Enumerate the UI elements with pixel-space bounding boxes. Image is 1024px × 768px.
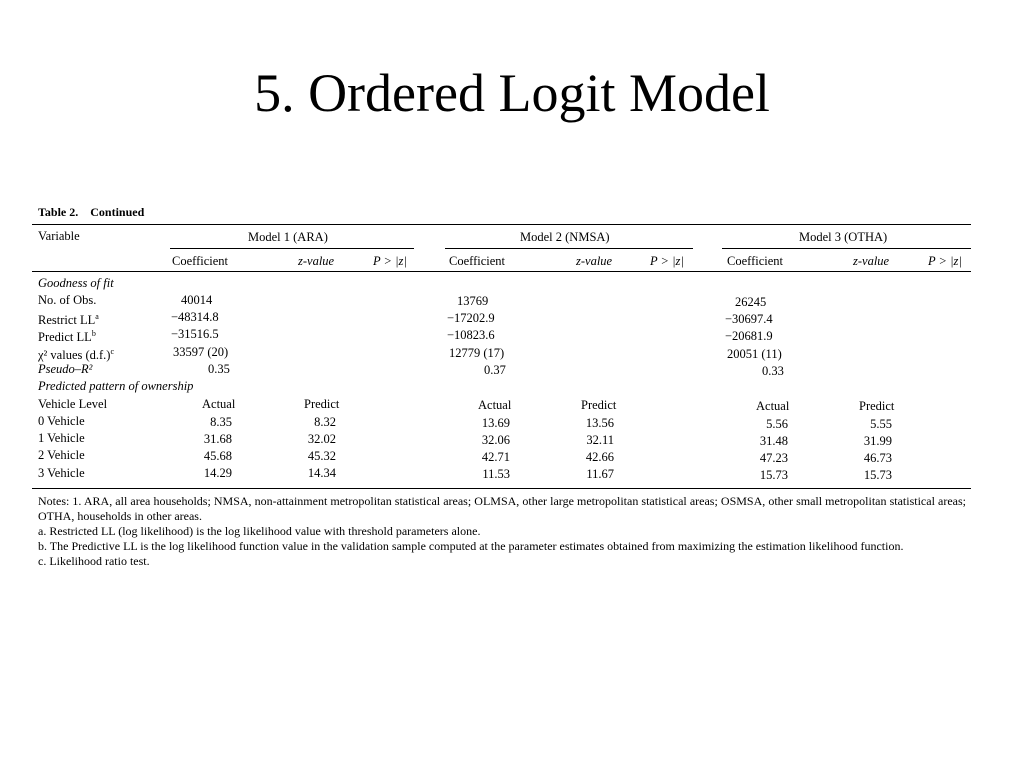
m1-actual-0-vehicle: 8.35 — [210, 415, 232, 429]
m3-zvalue-header: z-value — [853, 254, 890, 268]
m2-actual-3-vehicle: 11.53 — [482, 467, 510, 481]
m1-predict-header: Predict — [304, 397, 340, 411]
m3-predict-2-vehicle: 46.73 — [863, 451, 892, 465]
m2-predict-2-vehicle: 42.66 — [585, 450, 614, 464]
m2-predict-1-vehicle: 32.11 — [586, 433, 614, 447]
m2-predict-3-vehicle: 11.67 — [586, 467, 614, 481]
m2-no-of-obs: 13769 — [457, 294, 489, 308]
m1-actual-header: Actual — [202, 397, 236, 411]
m2-actual-header: Actual — [478, 398, 512, 412]
m1-restrict-ll: −48314.8 — [171, 310, 219, 324]
row-label-restrict-ll: Restrict $LL^a$ — [38, 312, 99, 328]
variable-header: Variable — [38, 229, 80, 243]
m3-actual-header: Actual — [756, 399, 790, 413]
m3-predict-ll: −20681.9 — [725, 329, 773, 343]
row-label-2-vehicle: 2 Vehicle — [38, 448, 85, 462]
m3-actual-3-vehicle: 15.73 — [759, 468, 788, 482]
m1-pvalue-header: P > |z| — [373, 254, 407, 268]
m2-coefficient-header: Coefficient — [449, 254, 505, 268]
m3-pseudo-r2: 0.33 — [762, 364, 784, 378]
m1-zvalue-header: z-value — [298, 254, 335, 268]
model-2-rule — [445, 248, 693, 249]
m1-actual-3-vehicle: 14.29 — [203, 466, 232, 480]
m3-chi-square: 20051 (11) — [727, 347, 782, 361]
model-1-rule — [170, 248, 414, 249]
m1-actual-2-vehicle: 45.68 — [203, 449, 232, 463]
table-caption-text: Continued — [90, 205, 145, 219]
m1-actual-1-vehicle: 31.68 — [203, 432, 232, 446]
m2-pseudo-r2: 0.37 — [484, 363, 506, 377]
m1-chi-square: 33597 (20) — [173, 345, 229, 359]
model-2-header: Model 2 (NMSA) — [520, 230, 610, 244]
m2-restrict-ll: −17202.9 — [447, 311, 495, 325]
slide-title: 5. Ordered Logit Model — [254, 63, 770, 123]
table-caption-label: Table 2. — [38, 205, 79, 219]
row-label-chi-square: χ² values $(d.f.)^c$ — [38, 347, 115, 363]
m2-predict-header: Predict — [581, 398, 617, 412]
m3-predict-header: Predict — [859, 399, 895, 413]
section-goodness-of-fit: Goodness of fit — [38, 276, 114, 290]
m1-predict-1-vehicle: 32.02 — [307, 432, 336, 446]
m3-coefficient-header: Coefficient — [727, 254, 783, 268]
m2-actual-1-vehicle: 32.06 — [481, 433, 510, 447]
m1-pseudo-r2: 0.35 — [208, 362, 230, 376]
m2-actual-0-vehicle: 13.69 — [481, 416, 510, 430]
row-label-pseudo-r2: Pseudo–R² — [38, 362, 93, 376]
m3-no-of-obs: 26245 — [735, 295, 767, 309]
m3-predict-0-vehicle: 5.55 — [870, 417, 892, 431]
m1-predict-2-vehicle: 45.32 — [307, 449, 336, 463]
row-label-vehicle-level: Vehicle Level — [38, 397, 108, 411]
note-b: b. The Predictive LL is the log likelihood function value in the validation sample computed at the parameter estimates obtained from maximizing the estimation likelihood function. — [38, 539, 904, 553]
m1-predict-0-vehicle: 8.32 — [314, 415, 336, 429]
m3-restrict-ll: −30697.4 — [725, 312, 773, 326]
row-label-no-of-obs: No. of Obs. — [38, 293, 97, 307]
row-label-1-vehicle: 1 Vehicle — [38, 431, 85, 445]
m2-predict-0-vehicle: 13.56 — [585, 416, 614, 430]
table-bottom-rule — [32, 488, 971, 489]
note-c: c. Likelihood ratio test. — [38, 554, 150, 568]
row-label-predict-ll: Predict $LL^b$ — [38, 329, 96, 345]
m3-predict-1-vehicle: 31.99 — [863, 434, 892, 448]
m3-pvalue-header: P > |z| — [928, 254, 962, 268]
section-predicted-pattern: Predicted pattern of ownership — [38, 379, 194, 393]
note-1: Notes: 1. ARA, all area households; NMSA, non-attainment metropolitan statistical areas; OLMSA, other large metropolitan statistical areas; OSMSA, other small metropolitan statistical areas; OTHA, households in other areas. — [38, 494, 966, 523]
m2-actual-2-vehicle: 42.71 — [481, 450, 510, 464]
m3-predict-3-vehicle: 15.73 — [863, 468, 892, 482]
m1-coefficient-header: Coefficient — [172, 254, 228, 268]
table-top-rule — [32, 224, 971, 225]
m3-actual-0-vehicle: 5.56 — [766, 417, 788, 431]
m2-chi-square: 12779 (17) — [449, 346, 505, 360]
m2-predict-ll: −10823.6 — [447, 328, 495, 342]
row-label-3-vehicle: 3 Vehicle — [38, 466, 85, 480]
m1-no-of-obs: 40014 — [181, 293, 213, 307]
m3-actual-2-vehicle: 47.23 — [759, 451, 788, 465]
model-1-header: Model 1 (ARA) — [248, 230, 328, 244]
m1-predict-3-vehicle: 14.34 — [307, 466, 336, 480]
row-label-0-vehicle: 0 Vehicle — [38, 414, 85, 428]
m2-zvalue-header: z-value — [576, 254, 613, 268]
m1-predict-ll: −31516.5 — [171, 327, 219, 341]
m2-pvalue-header: P > |z| — [650, 254, 684, 268]
model-3-rule — [722, 248, 971, 249]
note-a: a. Restricted LL (log likelihood) is the log likelihood value with threshold parameters alone. — [38, 524, 481, 538]
model-3-header: Model 3 (OTHA) — [799, 230, 888, 244]
table-notes — [38, 494, 966, 569]
table-caption — [38, 205, 144, 220]
m3-actual-1-vehicle: 31.48 — [759, 434, 788, 448]
header-bottom-rule — [32, 271, 971, 272]
